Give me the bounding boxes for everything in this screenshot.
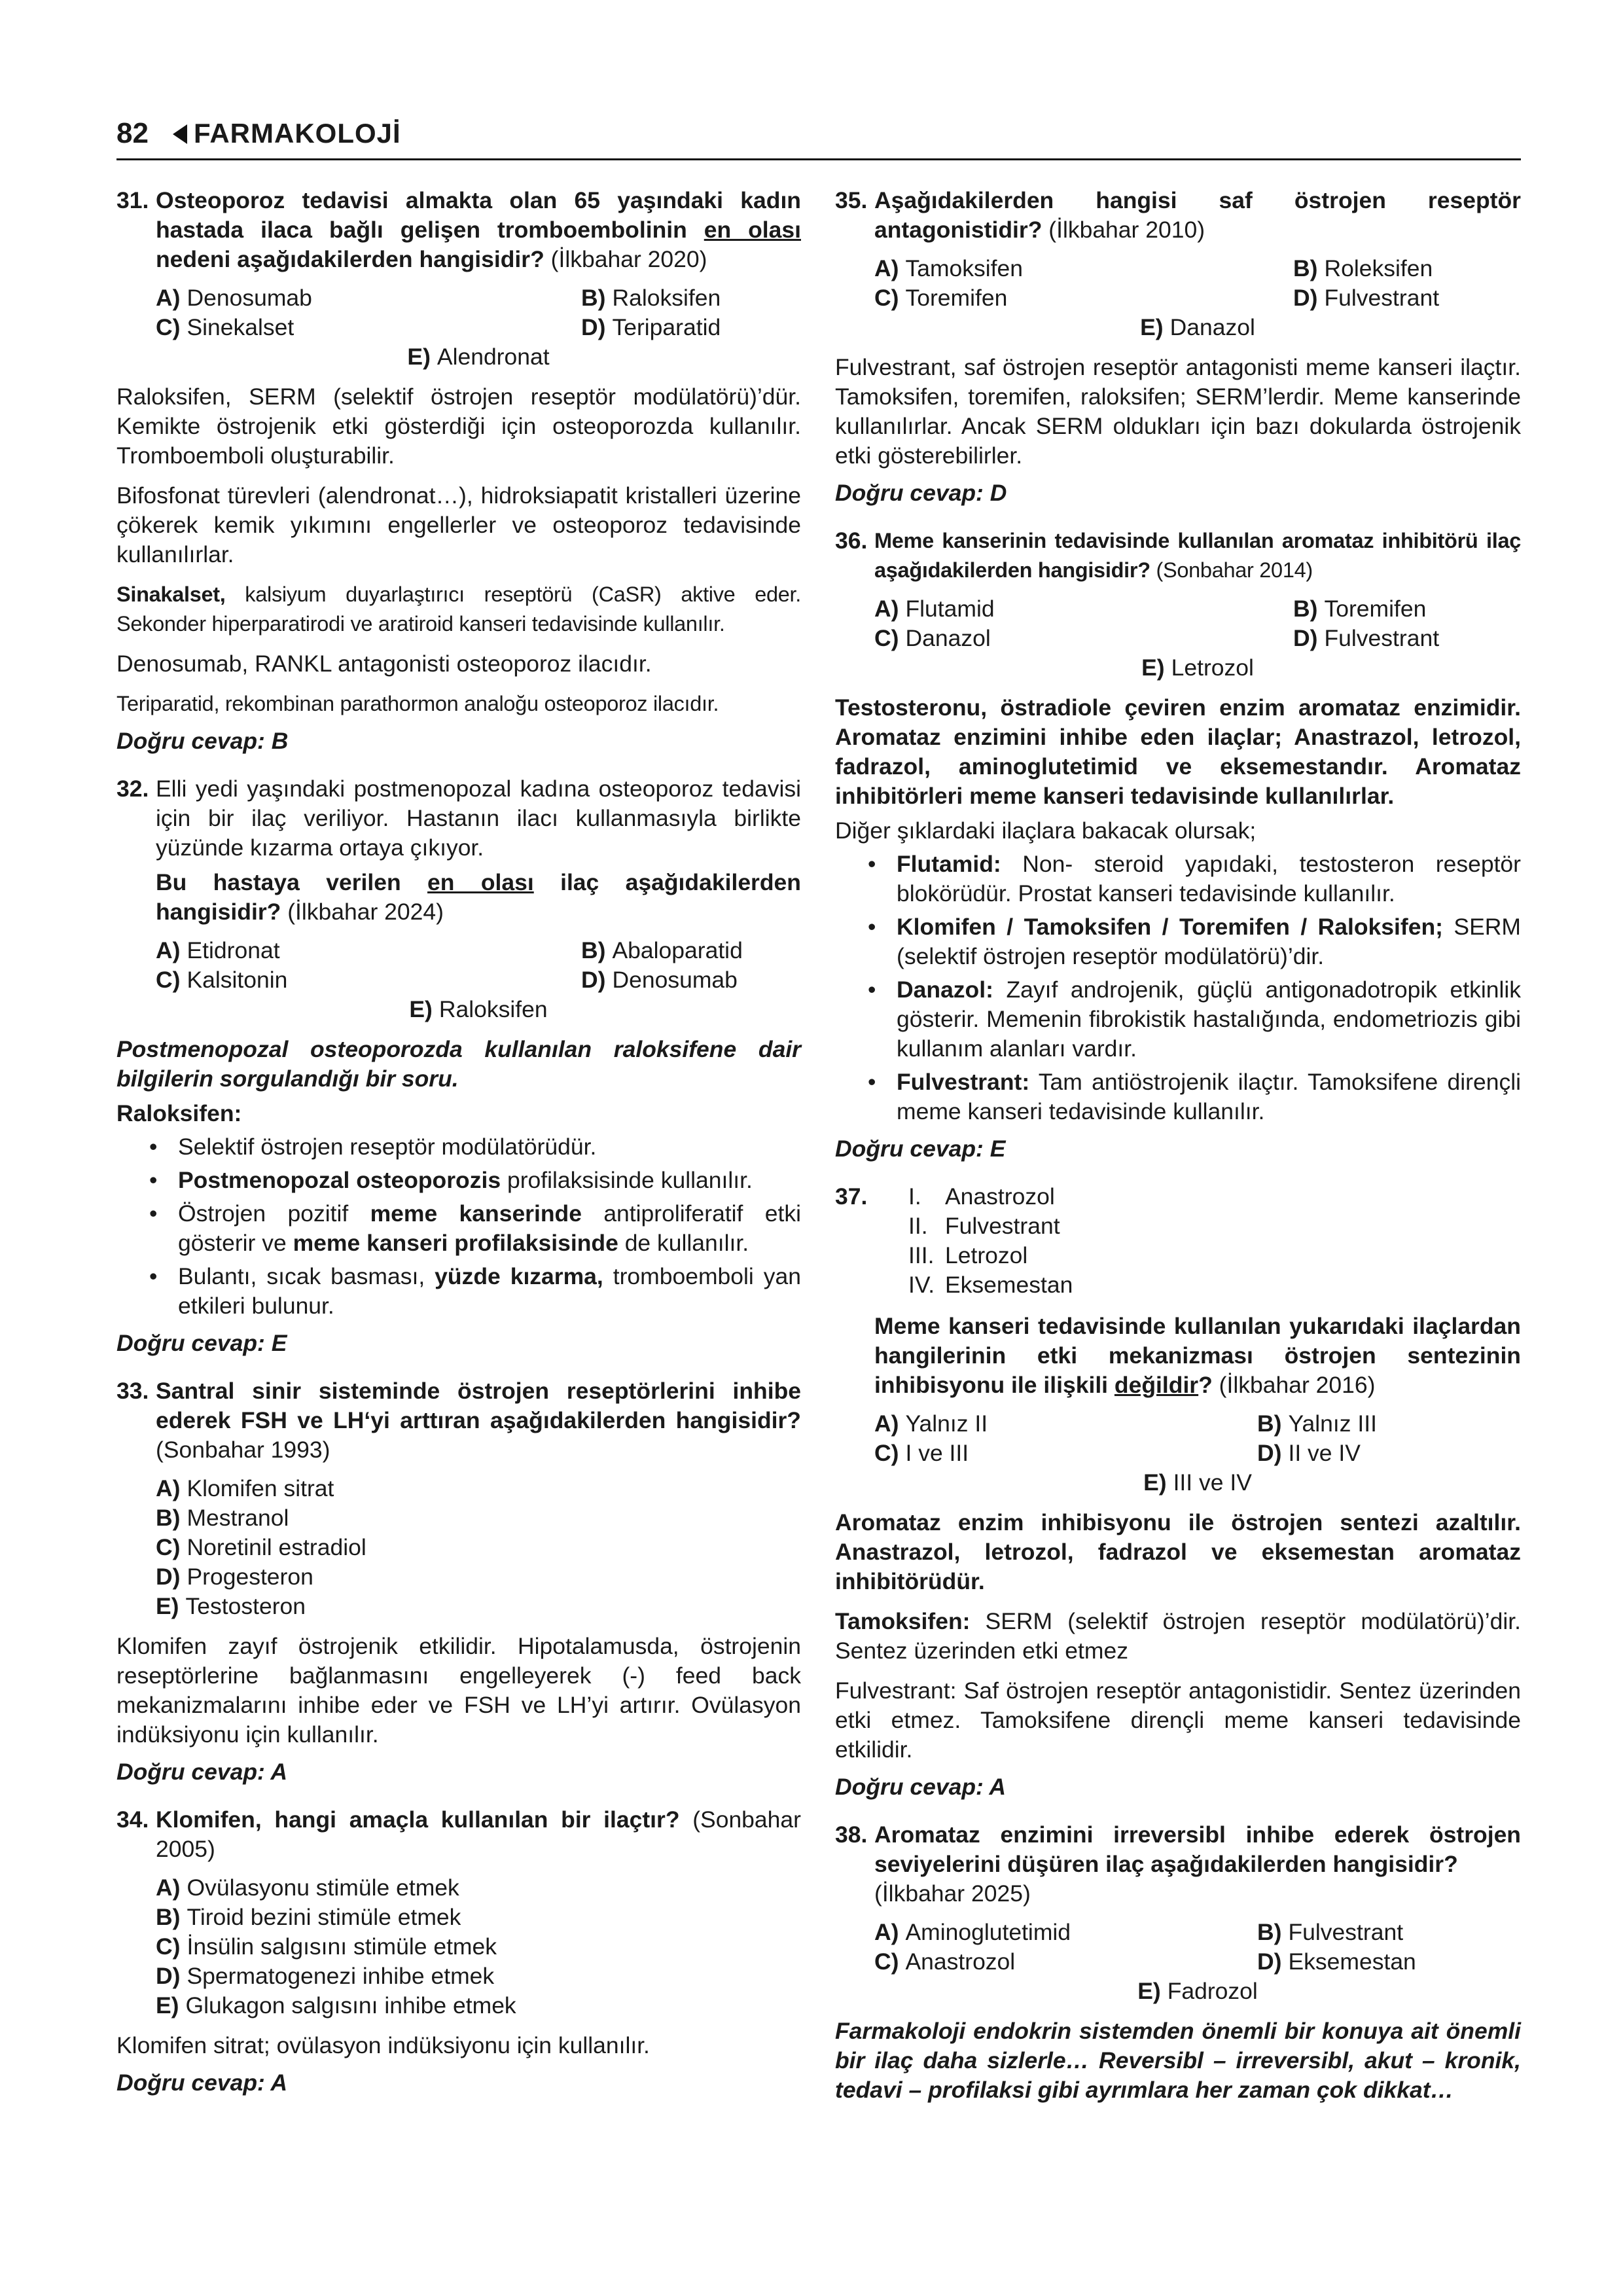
chapter-title: FARMAKOLOJİ xyxy=(194,118,401,149)
explanation-paragraph: Fulvestrant: Saf östrojen reseptör antagonistidir. Sentez üzerinden etki etmez. Tamoksifene dirençli meme kanseri tedavisinde etkilidir. xyxy=(835,1677,1521,1763)
right-column xyxy=(835,186,1521,2105)
option-d: D) Denosumab xyxy=(581,967,738,993)
question-source: (Sonbahar 1993) xyxy=(156,1437,330,1463)
options xyxy=(156,936,801,1024)
bullet-list xyxy=(835,850,1521,1126)
question-text: Meme kanserinin tedavisinde kullanılan aromataz inhibitörü ilaç aşağıdakilerden hangisidir? (Sonbahar 2014) xyxy=(874,529,1521,582)
question-source: (Sonbahar 2014) xyxy=(1150,558,1313,582)
explanation-paragraph: Bifosfonat türevleri (alendronat…), hidroksiapatit kristalleri üzerine çökerek kemik yıkımını engellerler ve osteoporoz tedavisinde kullanılırlar. xyxy=(116,482,801,567)
question-37-body xyxy=(874,1312,1521,1498)
explanation-paragraph: Denosumab, RANKL antagonisti osteoporoz ilacıdır. xyxy=(116,651,652,677)
option-b: B) Mestranol xyxy=(156,1505,289,1531)
option-a: A) Klomifen sitrat xyxy=(156,1475,334,1501)
option-b: B) Raloksifen xyxy=(581,285,721,311)
option-b: B) Toremifen xyxy=(1293,596,1427,622)
answer-line: Doğru cevap: A xyxy=(116,2070,288,2096)
option-e: E) Letrozol xyxy=(1141,655,1254,681)
explanation-paragraph: Diğer şıklardaki ilaçlara bakacak olursak; xyxy=(835,817,1257,844)
roman-item: III. Letrozol xyxy=(908,1242,1028,1268)
question-number: 36. xyxy=(835,528,868,554)
page-header xyxy=(116,115,1521,160)
question-32 xyxy=(116,774,801,1024)
explanation-paragraph: Fulvestrant, saf östrojen reseptör antagonisti meme kanseri ilaçtır. Tamoksifen, toremifen, raloksifen; SERM’lerdir. Meme kanserinde kullanılırlar. Ancak SERM oldukları için bazı dokularda östrojenik etki gösterebilirler. xyxy=(835,354,1521,469)
roman-list xyxy=(908,1182,1521,1300)
roman-item: IV. Eksemestan xyxy=(908,1272,1073,1298)
option-c: C) Danazol xyxy=(874,625,991,651)
question-text: Meme kanseri tedavisinde kullanılan yukarıdaki ilaçlardan hangilerinin etki mekanizması östrojen sentezinin inhibisyonu ile ilişkili değildir? (İlkbahar 2016) xyxy=(874,1313,1521,1398)
option-a: A) Ovülasyonu stimüle etmek xyxy=(156,1874,459,1901)
options xyxy=(874,254,1521,342)
options xyxy=(874,594,1521,683)
question-source: (İlkbahar 2025) xyxy=(874,1880,1031,1907)
question-34 xyxy=(116,1805,801,2020)
option-d: D) II ve IV xyxy=(1257,1440,1361,1466)
option-a: A) Tamoksifen xyxy=(874,255,1024,281)
closing-note: Farmakoloji endokrin sistemden önemli bir konuya ait önemli bir ilaç daha sizlerle… Reversibl – irreversibl, akut – kronik, tedavi – profilaksi gibi ayrımlara her zaman çok dikkat… xyxy=(835,2018,1521,2103)
bullet-item: • Selektif östrojen reseptör modülatörüdür. xyxy=(149,1132,801,1162)
explanation-paragraph: Tamoksifen: SERM (selektif östrojen reseptör modülatörü)’dir. Sentez üzerinden etki etmez xyxy=(835,1608,1521,1664)
question-33 xyxy=(116,1376,801,1621)
question-text: Aşağıdakilerden hangisi saf östrojen reseptör antagonistidir? (İlkbahar 2010) xyxy=(874,187,1521,243)
option-d: D) Fulvestrant xyxy=(1293,625,1440,651)
bullet-item: • Klomifen / Tamoksifen / Toremifen / Raloksifen; SERM (selektif östrojen reseptör modülatörü)’dir. xyxy=(868,912,1521,971)
explanation-subheading: Raloksifen: xyxy=(116,1100,242,1126)
option-b: B) Yalnız III xyxy=(1257,1410,1377,1437)
bullet-item: • Danazol: Zayıf androjenik, güçlü antigonadotropik etkinlik gösterir. Memenin fibrokistik hastalığında, endometriozis gibi kullanım alanları vardır. xyxy=(868,975,1521,1064)
question-source: (İlkbahar 2020) xyxy=(544,246,707,272)
bullet-item: • Fulvestrant: Tam antiöstrojenik ilaçtır. Tamoksifene dirençli meme kanseri tedavisinde kullanılır. xyxy=(868,1067,1521,1126)
question-source: (İlkbahar 2016) xyxy=(1212,1372,1376,1398)
bullet-item: • Postmenopozal osteoporozis profilaksisinde kullanılır. xyxy=(149,1166,801,1195)
option-c: C) Sinekalset xyxy=(156,314,294,340)
bullet-list xyxy=(116,1132,801,1321)
option-e: E) III ve IV xyxy=(1143,1469,1252,1496)
option-d: D) Eksemestan xyxy=(1257,1948,1416,1975)
option-a: A) Yalnız II xyxy=(874,1410,988,1437)
question-source: (İlkbahar 2024) xyxy=(281,899,444,925)
option-c: C) Noretinil estradiol xyxy=(156,1534,366,1560)
question-37 xyxy=(835,1182,1521,1300)
question-38 xyxy=(835,1820,1521,2006)
option-d: D) Spermatogenezi inhibe etmek xyxy=(156,1963,495,1989)
option-b: B) Tiroid bezini stimüle etmek xyxy=(156,1904,461,1930)
option-e: E) Testosteron xyxy=(156,1593,306,1619)
option-c: C) İnsülin salgısını stimüle etmek xyxy=(156,1933,497,1960)
roman-item: I. Anastrozol xyxy=(908,1183,1055,1210)
explanation-paragraph: Klomifen sitrat; ovülasyon indüksiyonu için kullanılır. xyxy=(116,2032,650,2058)
option-a: A) Flutamid xyxy=(874,596,995,622)
option-d: D) Fulvestrant xyxy=(1293,285,1440,311)
question-text: Santral sinir sisteminde östrojen reseptörlerini inhibe ederek FSH ve LH‘yi arttıran aşağıdakilerden hangisidir? (Sonbahar 1993) xyxy=(156,1378,801,1463)
answer-line: Doğru cevap: A xyxy=(116,1759,288,1785)
question-35 xyxy=(835,186,1521,342)
question-number: 37. xyxy=(835,1183,868,1210)
bullet-item: • Östrojen pozitif meme kanserinde antiproliferatif etki gösterir ve meme kanseri profilaksisinde de kullanılır. xyxy=(149,1199,801,1258)
explanation-paragraph: Testosteronu, östradiole çeviren enzim aromataz enzimidir. Aromataz enzimini inhibe eden ilaçlar; Anastrazol, letrozol, fadrazol, aminoglutetimid ve eksemestandır. Aromataz inhibitörleri meme kanseri tedavisinde kullanılırlar. xyxy=(835,694,1521,809)
option-c: C) Anastrozol xyxy=(874,1948,1016,1975)
question-number: 34. xyxy=(116,1806,149,1833)
question-text: Bu hastaya verilen en olası ilaç aşağıdakilerden hangisidir? (İlkbahar 2024) xyxy=(156,869,801,925)
option-a: A) Denosumab xyxy=(156,285,312,311)
question-number: 38. xyxy=(835,1821,868,1848)
option-e: E) Raloksifen xyxy=(409,996,548,1022)
roman-item: II. Fulvestrant xyxy=(908,1213,1060,1239)
bullet-item: • Bulantı, sıcak basması, yüzde kızarma, tromboemboli yan etkileri bulunur. xyxy=(149,1262,801,1321)
page-number: 82 xyxy=(116,117,149,149)
bullet-item: • Flutamid: Non- steroid yapıdaki, testosteron reseptör blokörüdür. Prostat kanseri tedavisinde kullanılır. xyxy=(868,850,1521,908)
option-c: C) Toremifen xyxy=(874,285,1008,311)
question-stem: Elli yedi yaşındaki postmenopozal kadına osteoporoz tedavisi için bir ilaç veriliyor. Hastanın ilacı kullanmasıyla birlikte yüzünde kızarma ortaya çıkıyor. xyxy=(156,776,801,861)
options xyxy=(874,1918,1521,2006)
left-column xyxy=(116,186,801,2098)
option-e: E) Glukagon salgısını inhibe etmek xyxy=(156,1992,516,2018)
options xyxy=(156,283,801,372)
answer-line: Doğru cevap: E xyxy=(835,1136,1006,1162)
option-a: A) Etidronat xyxy=(156,937,280,963)
question-text: Aromataz enzimini irreversibl inhibe ederek östrojen seviyelerini düşüren ilaç aşağıdakilerden hangisidir? (İlkbahar 2025) xyxy=(874,1821,1521,1907)
question-number: 32. xyxy=(116,776,149,802)
explanation-paragraph: Sinakalset, kalsiyum duyarlaştırıcı reseptörü (CaSR) aktive eder. Sekonder hiperparatirodi ve aratiroid kanseri tedavisinde kullanılır. xyxy=(116,583,801,636)
options xyxy=(156,1474,801,1621)
question-source: (İlkbahar 2010) xyxy=(1042,217,1205,243)
question-31 xyxy=(116,186,801,372)
answer-line: Doğru cevap: D xyxy=(835,480,1007,506)
option-e: E) Danazol xyxy=(1140,314,1255,340)
question-text: Osteoporoz tedavisi almakta olan 65 yaşındaki kadın hastada ilaca bağlı gelişen tromboembolinin en olası nedeni aşağıdakilerden hangisidir? (İlkbahar 2020) xyxy=(156,187,801,272)
explanation-paragraph: Aromataz enzim inhibisyonu ile östrojen sentezi azaltılır. Anastrazol, letrozol, fadrazol ve eksemestan aromataz inhibitörüdür. xyxy=(835,1509,1521,1594)
options xyxy=(156,1873,801,2020)
explanation-intro: Postmenopozal osteoporozda kullanılan raloksifene dair bilgilerin sorgulandığı bir soru. xyxy=(116,1036,801,1092)
options xyxy=(874,1409,1521,1498)
question-number: 33. xyxy=(116,1378,149,1404)
option-b: B) Abaloparatid xyxy=(581,937,743,963)
option-d: D) Progesteron xyxy=(156,1564,313,1590)
option-e: E) Fadrozol xyxy=(1137,1978,1258,2004)
option-b: B) Roleksifen xyxy=(1293,255,1433,281)
answer-line: Doğru cevap: E xyxy=(116,1330,287,1356)
triangle-left-icon xyxy=(173,124,187,144)
question-number: 35. xyxy=(835,187,868,213)
answer-line: Doğru cevap: A xyxy=(835,1774,1007,1800)
option-e: E) Alendronat xyxy=(407,344,550,370)
option-b: B) Fulvestrant xyxy=(1257,1919,1404,1945)
question-number: 31. xyxy=(116,187,149,213)
explanation-paragraph: Teriparatid, rekombinan parathormon analoğu osteoporoz ilacıdır. xyxy=(116,692,719,715)
answer-line: Doğru cevap: B xyxy=(116,728,289,754)
option-a: A) Aminoglutetimid xyxy=(874,1919,1071,1945)
question-36 xyxy=(835,526,1521,683)
option-c: C) I ve III xyxy=(874,1440,969,1466)
explanation-paragraph: Klomifen zayıf östrojenik etkilidir. Hipotalamusda, östrojenin reseptörlerine bağlanmasını engelleyerek (-) feed back mekanizmalarını inhibe eder ve FSH ve LH’yi artırır. Ovülasyon indüksiyonu için kullanılır. xyxy=(116,1633,801,1748)
question-source: (Sonbahar 2005) xyxy=(156,1806,801,1862)
option-d: D) Teriparatid xyxy=(581,314,721,340)
option-c: C) Kalsitonin xyxy=(156,967,288,993)
explanation-paragraph: Raloksifen, SERM (selektif östrojen reseptör modülatörü)’dür. Kemikte östrojenik etki gösterdiği için osteoporozda kullanılır. Tromboemboli oluşturabilir. xyxy=(116,384,801,469)
question-text: Klomifen, hangi amaçla kullanılan bir ilaçtır? (Sonbahar 2005) xyxy=(156,1806,801,1862)
